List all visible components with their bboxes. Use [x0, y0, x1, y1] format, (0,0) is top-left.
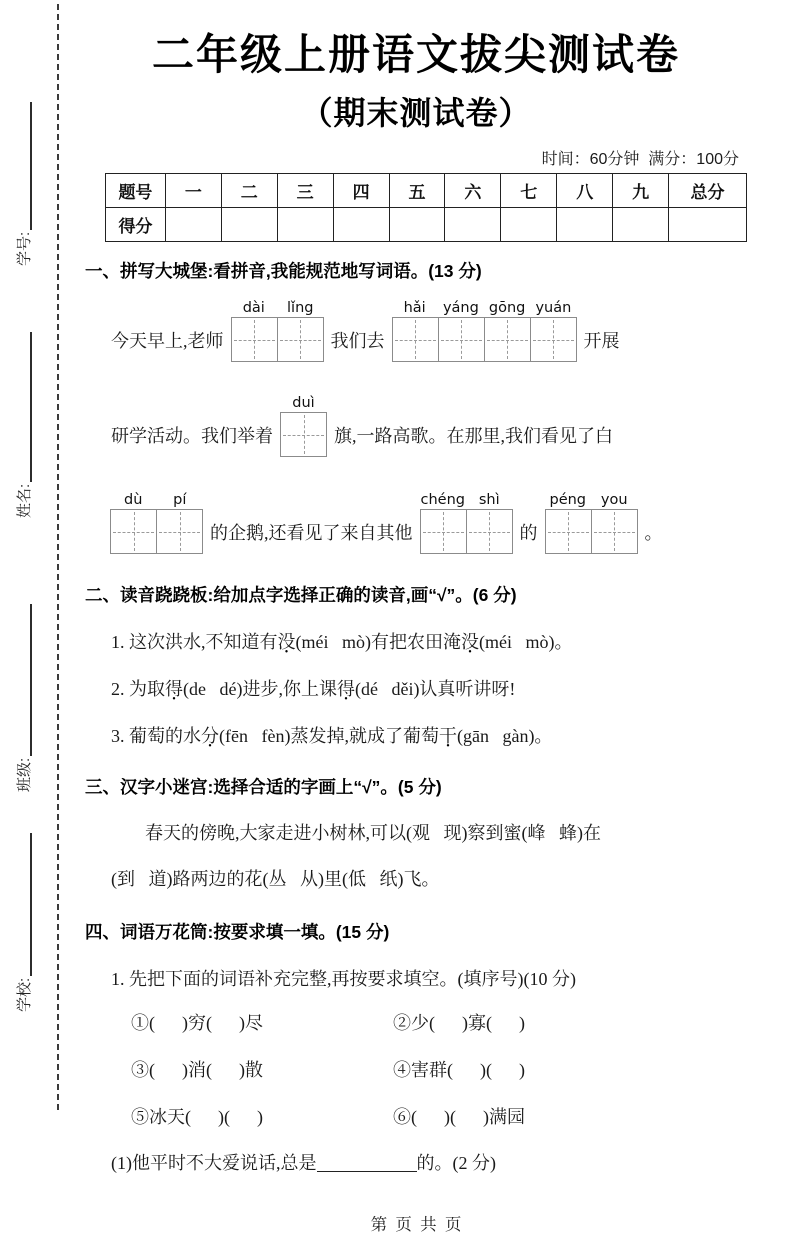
score-table-header-cell: 二 [221, 174, 277, 208]
score-table-header-cell: 一 [165, 174, 221, 208]
text-segment: (méi mò)有把农田淹 [295, 632, 461, 652]
score-table-header-cell: 题号 [106, 174, 166, 208]
answer-blank [317, 1153, 417, 1172]
pinyin-writing-line [111, 300, 747, 362]
student-name-field [13, 332, 34, 518]
writing-grid [545, 492, 638, 554]
student-id-blank [17, 102, 32, 230]
score-cell [445, 208, 501, 242]
score-cell [389, 208, 445, 242]
writing-cell [231, 317, 278, 362]
dotted-char: 没 [277, 632, 296, 652]
text-segment: 开展 [583, 330, 620, 351]
writing-cell [420, 509, 467, 554]
score-table-score-row [106, 208, 747, 242]
dotted-char: 得 [165, 679, 183, 699]
school-field [13, 833, 34, 1012]
text-segment: 的企鹅,还看见了来自其他 [210, 522, 413, 543]
writing-grid [110, 492, 203, 554]
writing-cell [530, 317, 577, 362]
score-cell [221, 208, 277, 242]
text-segment: (fēn fèn)蒸发掉,就成了葡萄 [219, 726, 439, 746]
dotted-char: 干 [438, 726, 457, 746]
question-sentence [111, 675, 747, 701]
pinyin-label: dài lǐng [242, 300, 314, 316]
page-title: 二年级上册语文拔尖测试卷 [151, 31, 680, 78]
student-name-blank [17, 332, 32, 482]
text-segment: 旗,一路高歌。在那里,我们看见了白 [334, 425, 613, 446]
class-field [13, 604, 34, 792]
idiom-blanks-grid [131, 1009, 747, 1129]
section-1-title: 一、拼写大城堡:看拼音,我能规范地写词语。(13 分) [85, 261, 482, 281]
text-segment: 2. 为取 [111, 679, 165, 699]
score-table-header-cell: 三 [277, 174, 333, 208]
score-row-label: 得分 [106, 208, 166, 242]
text-segment: 今天早上,老师 [111, 330, 224, 351]
writing-cell [277, 317, 324, 362]
text-segment: (gān gàn)。 [456, 726, 553, 746]
text-segment: 的 [519, 522, 538, 543]
fill-in-sentence [111, 1149, 747, 1175]
writing-grid [231, 300, 324, 362]
school-blank [17, 833, 32, 976]
writing-cell [110, 509, 157, 554]
score-cell [165, 208, 221, 242]
text-segment: 。 [644, 522, 663, 543]
idiom-blank-item: ②少( )寡( ) [393, 1013, 525, 1033]
score-cell [333, 208, 389, 242]
question-sentence [111, 722, 747, 748]
score-table-header-cell: 九 [613, 174, 669, 208]
text-segment: (1)他平时不大爱说话,总是 [111, 1153, 317, 1173]
writing-grid [420, 492, 513, 554]
score-table-header-cell: 六 [445, 174, 501, 208]
score-table-header-row [106, 174, 747, 208]
text-segment: 3. 葡萄的水 [111, 726, 201, 746]
text-segment: 研学活动。我们举着 [111, 425, 273, 446]
idiom-blank-item: ①( )穷( )尽 [131, 1013, 263, 1033]
pinyin-label: duì [292, 395, 315, 411]
text-segment: 的。(2 分) [416, 1153, 496, 1173]
pinyin-label: péng you [549, 492, 628, 508]
question-sentence [111, 628, 747, 654]
writing-cell [438, 317, 485, 362]
score-table-header-cell: 总分 [669, 174, 747, 208]
score-table-header-cell: 五 [389, 174, 445, 208]
page-footer: 第 页 共 页 [370, 1215, 462, 1234]
score-table-header-cell: 七 [501, 174, 557, 208]
section-3-title: 三、汉字小迷宫:选择合适的字画上“√”。(5 分) [85, 777, 442, 797]
student-id-label: 学号: [16, 231, 33, 266]
pinyin-label: hǎi yáng gōng yuán [403, 300, 572, 316]
section-2-title: 二、读音跷跷板:给加点字选择正确的读音,画“√”。(6 分) [85, 585, 517, 605]
writing-grid [280, 395, 327, 457]
page-subtitle: （期末测试卷） [300, 95, 532, 131]
score-cell [501, 208, 557, 242]
writing-cell [280, 412, 327, 457]
student-name-label: 姓名: [16, 483, 33, 518]
text-segment: 我们去 [330, 330, 385, 351]
dotted-char: 没 [460, 632, 479, 652]
school-label: 学校: [16, 977, 33, 1012]
subquestion-intro: 1. 先把下面的词语补充完整,再按要求填空。(填序号)(10 分) [111, 969, 576, 989]
class-label: 班级: [16, 757, 33, 792]
pinyin-label: dù pí [124, 492, 187, 508]
idiom-blank-item: ⑤冰天( )( ) [131, 1107, 263, 1127]
writing-cell [545, 509, 592, 554]
text-segment: (dé děi)认真听讲呀! [354, 679, 516, 699]
writing-cell [591, 509, 638, 554]
idiom-blank-item: ④害群( )( ) [393, 1060, 525, 1080]
paragraph-line: 春天的傍晚,大家走进小树林,可以(观 现)察到蜜(峰 蜂)在 [145, 823, 601, 843]
text-segment: (de dé)进步,你上课 [183, 679, 337, 699]
pinyin-label: chéng shì [420, 492, 500, 508]
writing-cell [484, 317, 531, 362]
pinyin-writing-line [103, 492, 747, 554]
exam-paper [85, 0, 747, 1235]
class-blank [17, 604, 32, 756]
score-cell [557, 208, 613, 242]
score-table-header-cell: 四 [333, 174, 389, 208]
writing-cell [466, 509, 513, 554]
idiom-blank-item: ③( )消( )散 [131, 1060, 263, 1080]
student-id-field [13, 102, 34, 266]
idiom-blank-item: ⑥( )( )满园 [393, 1107, 525, 1127]
fold-dashed-line [57, 4, 59, 1110]
section-4-title: 四、词语万花筒:按要求填一填。(15 分) [85, 922, 390, 942]
text-segment: 1. 这次洪水,不知道有 [111, 632, 278, 652]
score-cell [613, 208, 669, 242]
writing-grid [392, 300, 577, 362]
pinyin-writing-line [111, 395, 747, 457]
writing-cell [156, 509, 203, 554]
score-cell [277, 208, 333, 242]
score-cell [669, 208, 747, 242]
paragraph-line: (到 道)路两边的花(丛 从)里(低 纸)飞。 [111, 869, 440, 889]
score-table-header-cell: 八 [557, 174, 613, 208]
dotted-char: 分 [201, 726, 219, 746]
score-table [105, 173, 747, 242]
time-score-info: 时间：60分钟 满分：100分 [541, 151, 739, 168]
dotted-char: 得 [336, 679, 355, 699]
text-segment: (méi mò)。 [478, 632, 573, 652]
writing-cell [392, 317, 439, 362]
